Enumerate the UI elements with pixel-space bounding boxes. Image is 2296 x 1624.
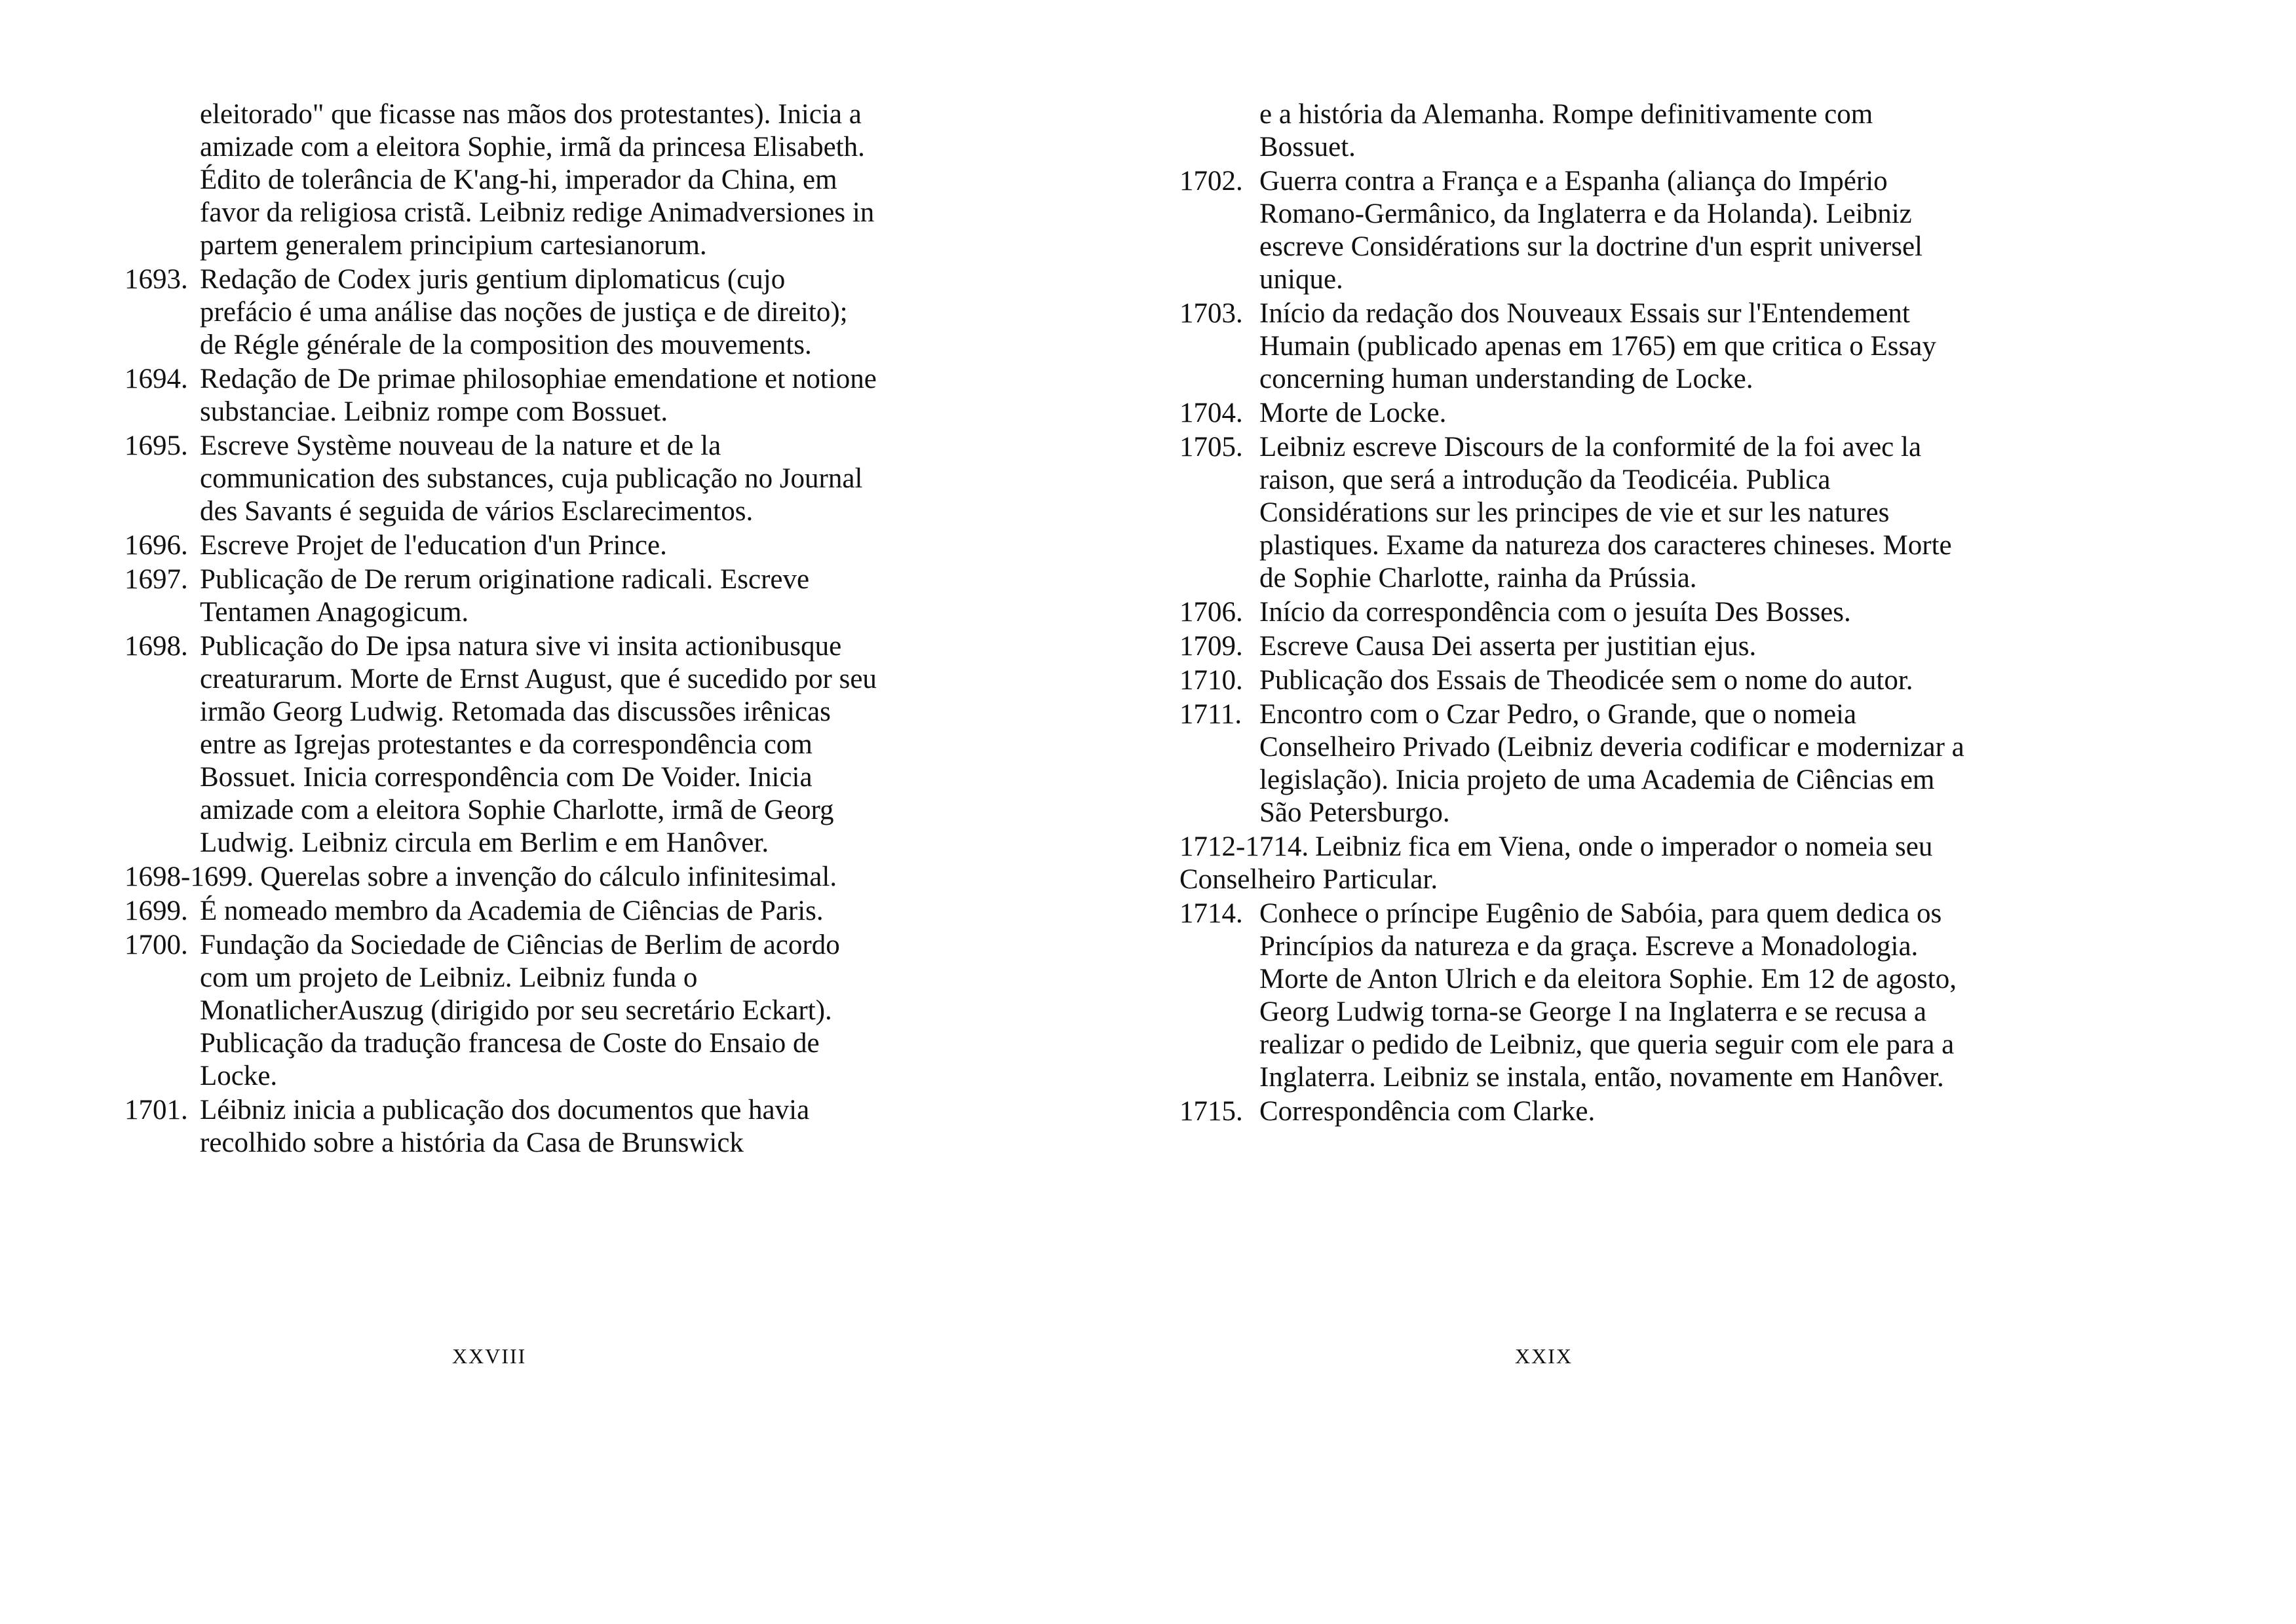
- entry-text: e a história da Alemanha. Rompe definitivamente com Bossuet.: [1259, 99, 1873, 162]
- entry-text: Léibniz inicia a publicação dos documentos que havia recolhido sobre a história da Casa de Brunswick: [200, 1095, 810, 1158]
- chronology-entry: [1179, 1095, 1966, 1128]
- entry-year: 1702.: [1179, 166, 1243, 197]
- entry-year: 1697.: [124, 564, 188, 595]
- entry-year: 1698.: [124, 631, 188, 662]
- entry-year: 1703.: [1179, 298, 1243, 329]
- chronology-entry: [124, 363, 878, 428]
- entry-year: 1700.: [124, 930, 188, 960]
- entry-text: Leibniz fica em Viena, onde o imperador o nomeia seu Conselheiro Particular.: [1179, 831, 1933, 895]
- entry-text: Publicação de De rerum originatione radicali. Escreve Tentamen Anagogicum.: [200, 564, 810, 628]
- entry-text: Conhece o príncipe Eugênio de Sabóia, para quem dedica os Princípios da natureza e da graça. Escreve a Monadologia. Morte de Anton Ulrich e da eleitora Sophie. Em 12 de agosto, Georg Ludwig torna-se George I na Inglaterra e se recusa a realizar o pedido de Leibniz, que queria seguir com ele para a Inglaterra. Leibniz se instala, então, novamente em Hanôver.: [1259, 898, 1957, 1093]
- entry-year: 1714.: [1179, 898, 1243, 929]
- entry-text: Encontro com o Czar Pedro, o Grande, que o nomeia Conselheiro Privado (Leibniz deveria codificar e modernizar a legislação). Inicia projeto de uma Academia de Ciências em São Petersburgo.: [1259, 699, 1964, 828]
- entry-text: Redação de De primae philosophiae emendatione et notione substanciae. Leibniz rompe com Bossuet.: [200, 364, 877, 427]
- entry-year: 1693.: [124, 264, 188, 295]
- entry-text: Início da correspondência com o jesuíta Des Bosses.: [1259, 597, 1851, 628]
- entry-year: 1709.: [1179, 631, 1243, 662]
- chronology-entry: [1179, 165, 1966, 296]
- entry-year: 1706.: [1179, 597, 1243, 628]
- chronology-entry: [124, 529, 878, 562]
- entry-text: Leibniz escreve Discours de la conformité de la foi avec la raison, que será a introdução da Teodicéia. Publica Considérations sur les principes de vie et sur les natures plastiques. Exame da natureza dos caracteres chineses. Morte de Sophie Charlotte, rainha da Prússia.: [1259, 432, 1952, 594]
- chronology-entry: [124, 1094, 878, 1160]
- entry-text: Publicação do De ipsa natura sive vi insita actionibusque creaturarum. Morte de Ernst August, que é sucedido por seu irmão Georg Ludwig. Retomada das discussões irênicas entre as Igrejas protestantes e da correspondência com Bossuet. Inicia correspondência com De Voider. Inicia amizade com a eleitora Sophie Charlotte, irmã de Georg Ludwig. Leibniz circula em Berlim e em Hanôver.: [200, 631, 877, 858]
- entry-text: Correspondência com Clarke.: [1259, 1096, 1596, 1127]
- chronology-entry: [1179, 664, 1966, 697]
- chronology-entry: [1179, 698, 1966, 829]
- chronology-entry: [124, 861, 878, 894]
- entry-text: Início da redação dos Nouveaux Essais sur l'Entendement Humain (publicado apenas em 1765) em que critica o Essay concerning human understanding de Locke.: [1259, 298, 1936, 394]
- chronology-entry: [1179, 897, 1966, 1094]
- entry-year: 1705.: [1179, 432, 1243, 463]
- chronology-entry: [1179, 831, 1966, 896]
- chronology-entry: [124, 263, 878, 362]
- entry-year: 1701.: [124, 1095, 188, 1125]
- entry-year: 1696.: [124, 530, 188, 561]
- entry-year: 1694.: [124, 364, 188, 394]
- chronology-entry: [124, 895, 878, 928]
- chronology-entry: [124, 563, 878, 629]
- entry-year: 1710.: [1179, 665, 1243, 696]
- chronology-entry: [124, 630, 878, 859]
- chronology-entry: [1179, 98, 1966, 164]
- entry-text: É nomeado membro da Academia de Ciências de Paris.: [200, 896, 824, 926]
- entry-year: 1711.: [1179, 699, 1242, 730]
- entry-text: Escreve Causa Dei asserta per justitian ejus.: [1259, 631, 1757, 662]
- chronology-entry: [124, 929, 878, 1093]
- entry-text: Morte de Locke.: [1259, 398, 1447, 428]
- left-page-number: XXVIII: [452, 1344, 527, 1368]
- entry-text: Querelas sobre a invenção do cálculo infinitesimal.: [260, 861, 837, 892]
- entry-year: 1704.: [1179, 398, 1243, 428]
- entry-year: 1698-1699.: [124, 861, 254, 892]
- right-page-number: XXIX: [1515, 1344, 1573, 1368]
- entry-text: Escreve Projet de l'education d'un Prince.: [200, 530, 667, 561]
- right-page: [1148, 0, 2296, 1624]
- chronology-entry: [1179, 630, 1966, 663]
- chronology-entry: [1179, 397, 1966, 430]
- entry-year: 1712-1714.: [1179, 831, 1309, 862]
- entry-text: Fundação da Sociedade de Ciências de Berlim de acordo com um projeto de Leibniz. Leibniz funda o MonatlicherAuszug (dirigido por seu secretário Eckart). Publicação da tradução francesa de Coste do Ensaio de Locke.: [200, 930, 840, 1091]
- chronology-entry: [1179, 596, 1966, 629]
- entry-text: Escreve Système nouveau de la nature et de la communication des substances, cuja publicação no Journal des Savants é seguida de vários Esclarecimentos.: [200, 430, 863, 527]
- left-chronology-list: [124, 98, 878, 1161]
- chronology-entry: [124, 430, 878, 528]
- entry-text: Publicação dos Essais de Theodicée sem o nome do autor.: [1259, 665, 1913, 696]
- entry-year: 1715.: [1179, 1096, 1243, 1127]
- entry-text: Guerra contra a França e a Espanha (aliança do Império Romano-Germânico, da Inglaterra e da Holanda). Leibniz escreve Considérations sur la doctrine d'un esprit universel unique.: [1259, 166, 1923, 295]
- entry-year: 1699.: [124, 896, 188, 926]
- entry-text: Redação de Codex juris gentium diplomaticus (cujo prefácio é uma análise das noções de justiça e de direito); de Régle générale de la composition des mouvements.: [200, 264, 848, 360]
- chronology-entry: [1179, 431, 1966, 595]
- entry-year: 1695.: [124, 430, 188, 461]
- chronology-entry: [1179, 297, 1966, 396]
- chronology-entry: [124, 98, 878, 262]
- right-chronology-list: [1179, 98, 1966, 1129]
- entry-text: eleitorado" que ficasse nas mãos dos protestantes). Inicia a amizade com a eleitora Sophie, irmã da princesa Elisabeth. Édito de tolerância de K'ang-hi, imperador da China, em favor da religiosa cristã. Leibniz redige Animadversiones in partem generalem principium cartesianorum.: [200, 99, 875, 261]
